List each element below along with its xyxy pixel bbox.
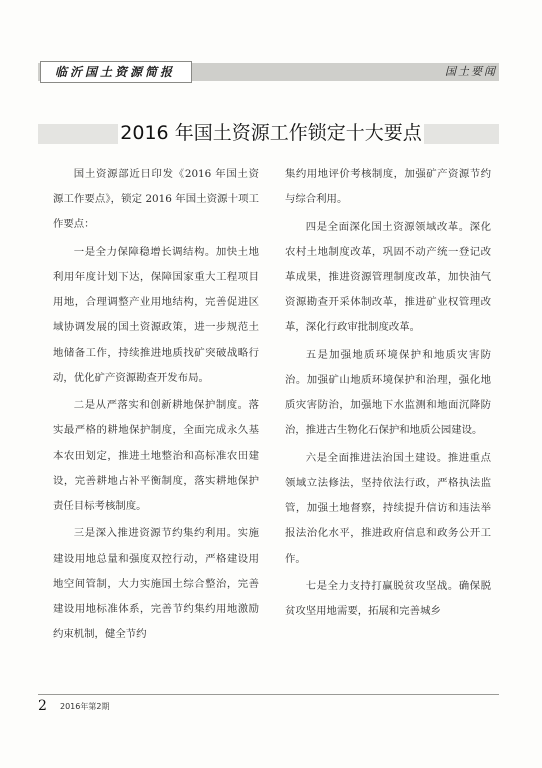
article-title: 2016 年国土资源工作锁定十大要点 [118, 117, 424, 149]
paragraph: 七是全力支持打赢脱贫攻坚战。确保脱贫攻坚用地需要，拓展和完善城乡 [285, 580, 491, 618]
paragraph: 三是深入推进资源节约集约利用。实施建设用地总量和强度双控行动，严格建设用地空间管制，大力实施国土综合整治，完善建设用地标准体系，完善节约集约用地激励约束机制，健全节约 [53, 527, 259, 641]
paragraph-continued: 集约用地评价考核制度，加强矿产资源节约与综合利用。 [285, 168, 491, 206]
issue-label: 2016年第2期 [60, 702, 110, 711]
paragraph: 国土资源部近日印发《2016 年国土资源工作要点》，锁定 2016 年国土资源十项工作要点： [53, 168, 259, 231]
paragraph: 五是加强地质环境保护和地质灾害防治。加强矿山地质环境保护和治理，强化地质灾害防治，加强地下水监测和地面沉降防治，推进古生物化石保护和地质公园建设。 [285, 348, 491, 437]
paragraph: 一是全力保障稳增长调结构。加快土地利用年度计划下达，保障国家重大工程项目用地，合理调整产业用地结构，完善促进区域协调发展的国土资源政策，进一步规范土地储备工作，持续推进地质找矿突破战略行动，优化矿产资源勘查开发布局。 [53, 245, 259, 384]
paragraph: 二是从严落实和创新耕地保护制度。落实最严格的耕地保护制度，全面完成永久基本农田划定，推进土地整治和高标准农田建设，完善耕地占补平衡制度，落实耕地保护责任目标考核制度。 [53, 399, 259, 513]
paragraph: 六是全面推进法治国土建设。推进重点领域立法修法，坚持依法行政，严格执法监管，加强土地督察，持续提升信访和违法举报法治化水平，推进政府信息和政务公开工作。 [285, 451, 491, 565]
paragraph: 四是全面深化国土资源领域改革。深化农村土地制度改革，巩固不动产统一登记改革成果，推进资源管理制度改革，加快油气资源勘查开采体制改革，推进矿业权管理改革，深化行政审批制度改革。 [285, 220, 491, 334]
footer-rule [38, 694, 499, 695]
section-label: 国土要闻 [445, 65, 497, 78]
page-number: 2 [38, 698, 47, 714]
left-column [53, 162, 259, 682]
right-column [285, 162, 491, 682]
publication-name: 临沂国土资源简报 [40, 61, 192, 83]
